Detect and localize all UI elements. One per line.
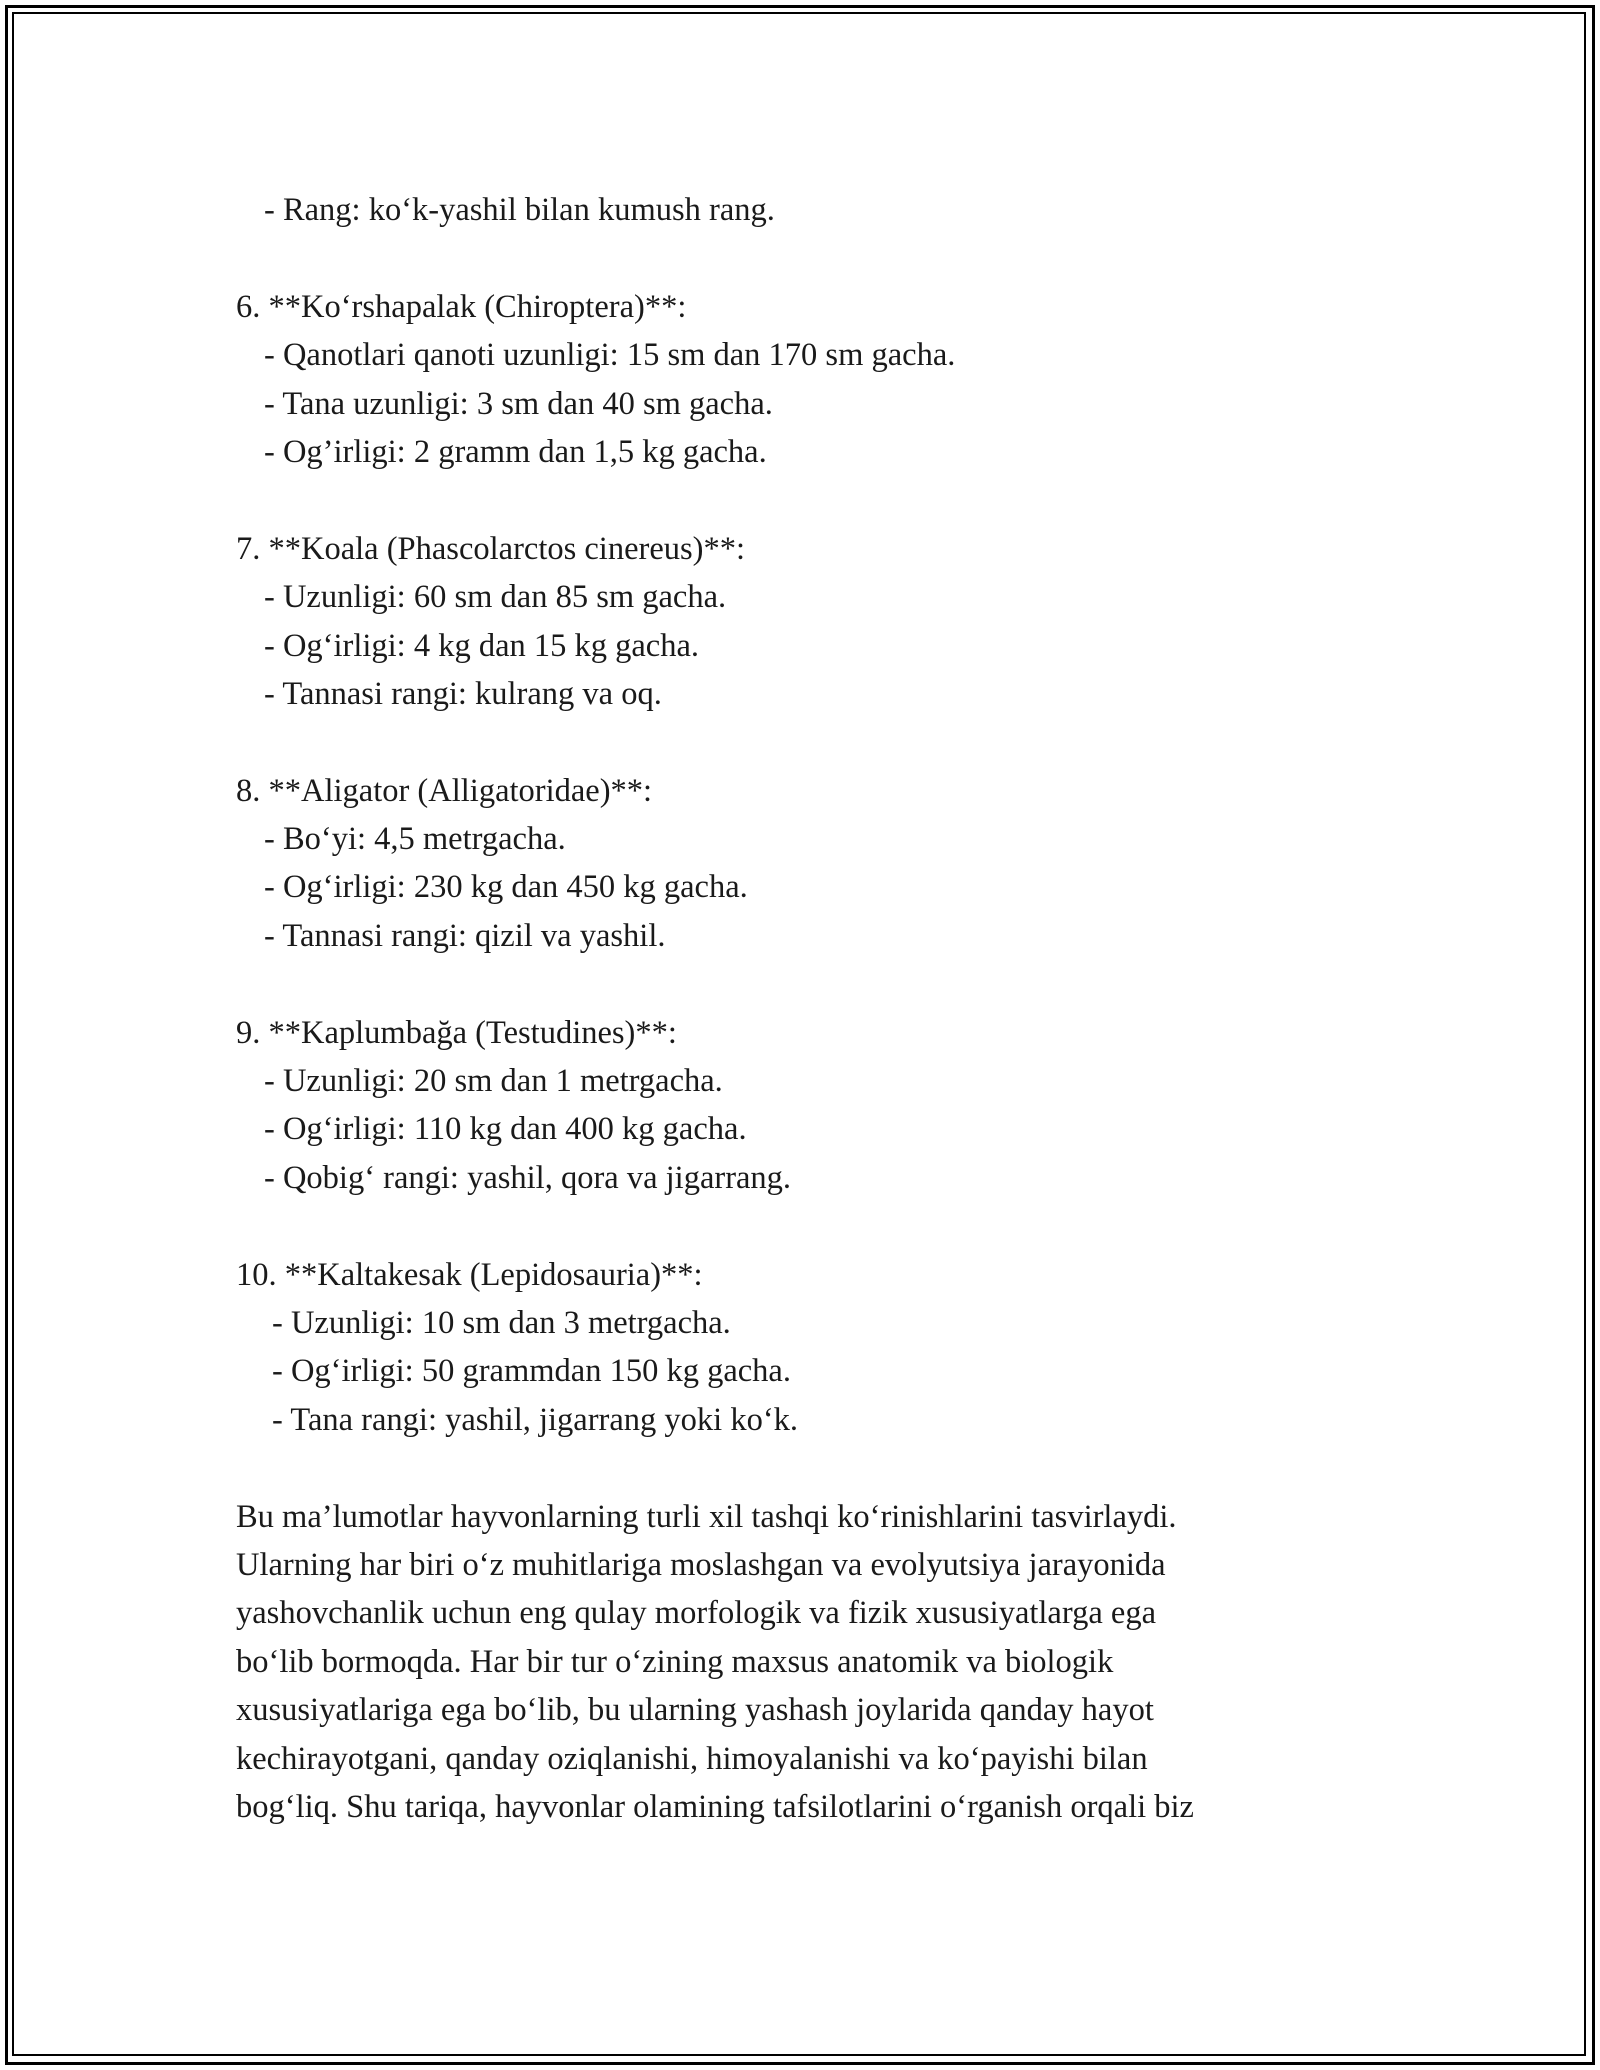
section-heading: 10. **Kaltakesak (Lepidosauria)**: — [236, 1256, 703, 1293]
section-koala — [236, 525, 1366, 719]
paragraph-line: bog‘liq. Shu tariqa, hayvonlar olamining tafsilotlarini o‘rganish orqali biz — [236, 1788, 1194, 1825]
section-heading: 9. **Kaplumbağa (Testudines)**: — [236, 1014, 677, 1051]
list-item: - Uzunligi: 20 sm dan 1 metrgacha. — [264, 1063, 723, 1100]
paragraph-line: Ularning har biri o‘z muhitlariga moslashgan va evolyutsiya jarayonida — [236, 1546, 1166, 1583]
paragraph-line: Bu ma’lumotlar hayvonlarning turli xil tashqi ko‘rinishlarini tasvirlaydi. — [236, 1498, 1177, 1535]
list-item: - Qobig‘ rangi: yashil, qora va jigarrang. — [264, 1159, 792, 1196]
section-heading: 8. **Aligator (Alligatoridae)**: — [236, 772, 653, 809]
list-item: - Tana rangi: yashil, jigarrang yoki ko‘k. — [272, 1401, 799, 1438]
spacer — [236, 960, 1366, 1008]
paragraph-line: yashovchanlik uchun eng qulay morfologik va fizik xususiyatlarga ega — [236, 1595, 1156, 1632]
list-item: - Og‘irligi: 4 kg dan 15 kg gacha. — [264, 627, 700, 664]
document-body — [236, 186, 1366, 1831]
list-item: - Tana uzunligi: 3 sm dan 40 sm gacha. — [264, 385, 773, 422]
paragraph-line: kechirayotgani, qanday oziqlanishi, himoyalanishi va ko‘payishi bilan — [236, 1740, 1148, 1777]
section-aligator — [236, 767, 1366, 961]
section-heading: 7. **Koala (Phascolarctos cinereus)**: — [236, 530, 746, 567]
section-kaltakesak — [236, 1251, 1366, 1445]
paragraph-line: bo‘lib bormoqda. Har bir tur o‘zining maxsus anatomik va biologik — [236, 1643, 1114, 1680]
list-item: - Bo‘yi: 4,5 metrgacha. — [264, 821, 566, 858]
list-item: - Og‘irligi: 110 kg dan 400 kg gacha. — [264, 1111, 747, 1148]
paragraph-line: xususiyatlariga ega bo‘lib, bu ularning yashash joylarida qanday hayot — [236, 1692, 1154, 1729]
intro-line: - Rang: ko‘k-yashil bilan kumush rang. — [264, 192, 775, 228]
closing-paragraph — [236, 1493, 1366, 1832]
spacer — [236, 718, 1366, 766]
list-item: - Qanotlari qanoti uzunligi: 15 sm dan 170 sm gacha. — [264, 337, 956, 374]
list-item: - Uzunligi: 60 sm dan 85 sm gacha. — [264, 579, 727, 616]
list-item: - Tannasi rangi: kulrang va oq. — [264, 675, 662, 712]
spacer — [236, 476, 1366, 524]
list-item: - Tannasi rangi: qizil va yashil. — [264, 917, 666, 954]
list-item: - Og‘irligi: 230 kg dan 450 kg gacha. — [264, 869, 748, 906]
list-item: - Og’irligi: 2 gramm dan 1,5 kg gacha. — [264, 433, 767, 470]
section-kaplumbaga — [236, 1009, 1366, 1203]
spacer — [236, 1444, 1366, 1492]
section-heading: 6. **Ko‘rshapalak (Chiroptera)**: — [236, 288, 687, 325]
list-item: - Og‘irligi: 50 grammdan 150 kg gacha. — [272, 1353, 791, 1390]
spacer — [236, 1202, 1366, 1250]
spacer — [236, 234, 1366, 282]
list-item: - Uzunligi: 10 sm dan 3 metrgacha. — [272, 1304, 731, 1341]
section-korshapalak — [236, 283, 1366, 477]
